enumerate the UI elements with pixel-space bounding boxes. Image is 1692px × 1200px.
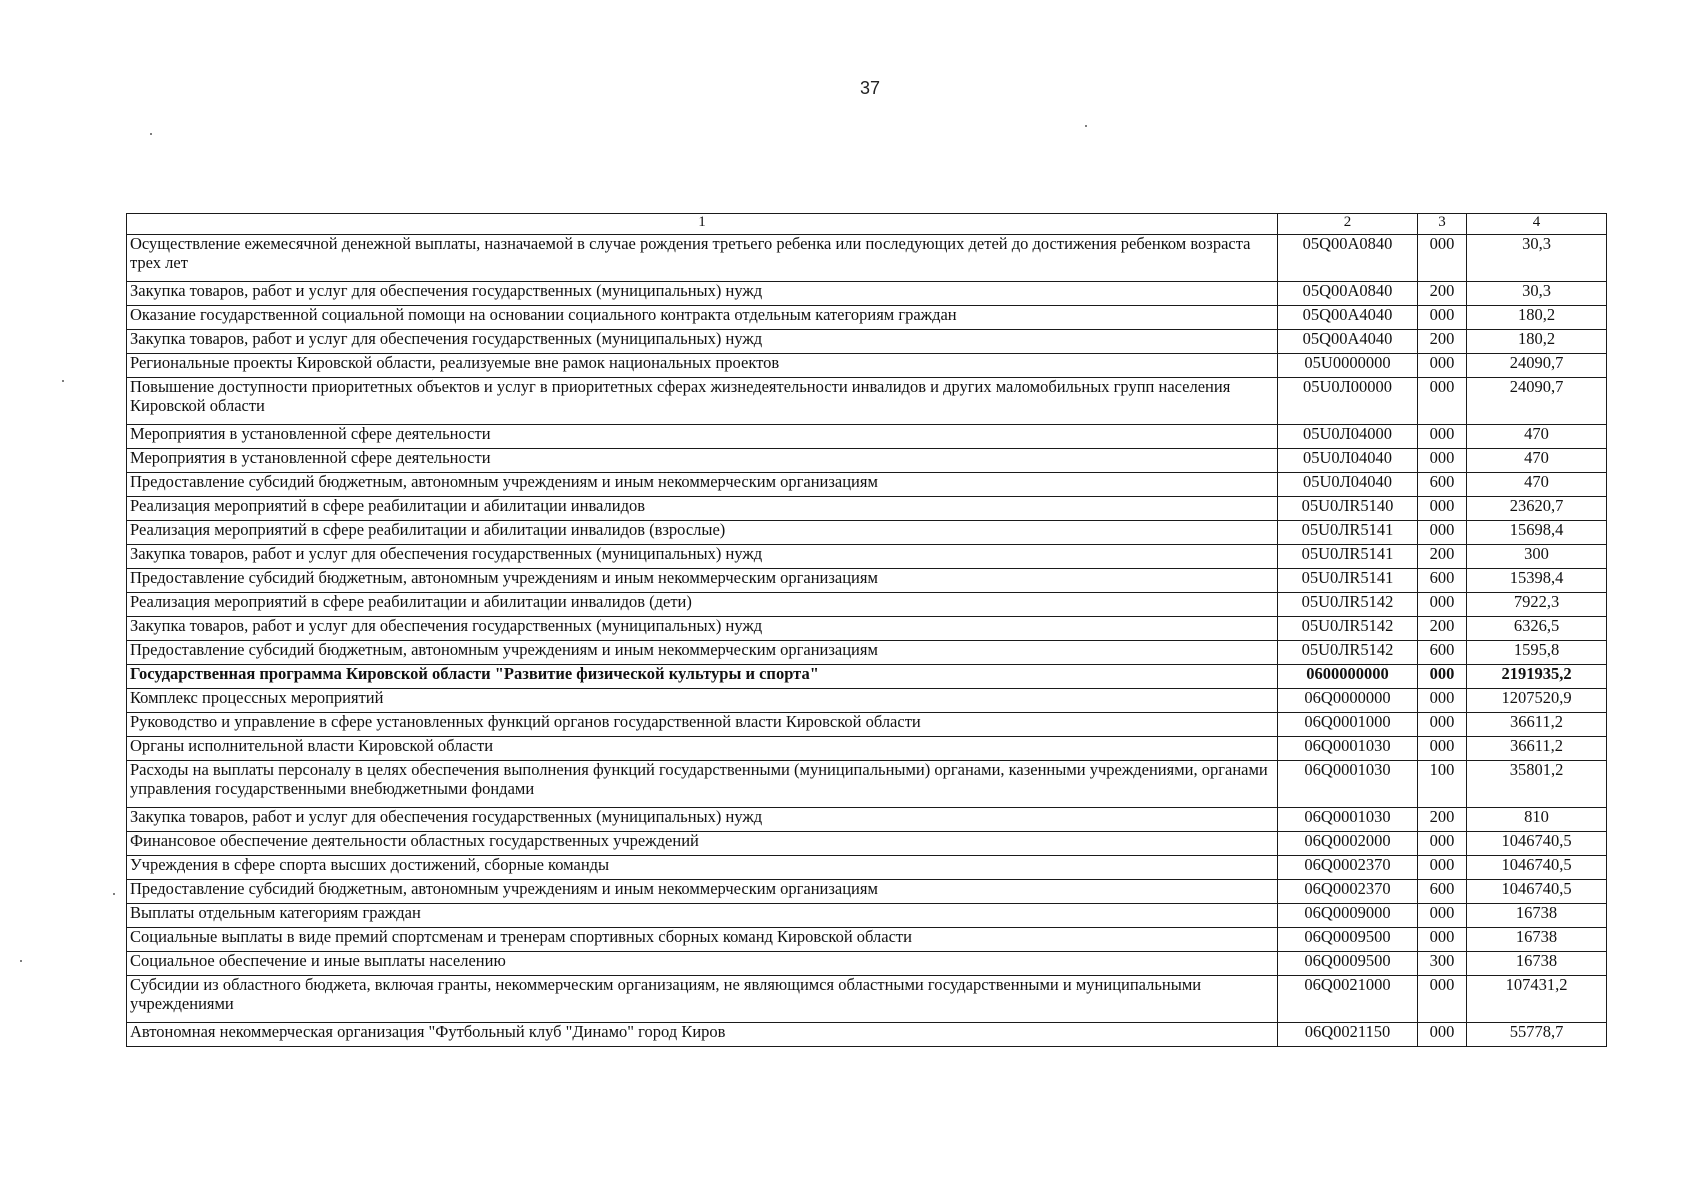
- row-name: Автономная некоммерческая организация "Футбольный клуб "Динамо" город Киров: [127, 1023, 1278, 1047]
- column-header-name: 1: [127, 214, 1278, 235]
- row-name: Реализация мероприятий в сфере реабилитации и абилитации инвалидов (дети): [127, 593, 1278, 617]
- row-amount: 24090,7: [1467, 378, 1607, 425]
- row-name: Расходы на выплаты персоналу в целях обеспечения выполнения функций государственными (муниципальными) органами, казенными учреждениями, органами управления государственными внебюджетными фондами: [127, 761, 1278, 808]
- row-amount: 24090,7: [1467, 354, 1607, 378]
- row-name: Государственная программа Кировской области "Развитие физической культуры и спорта": [127, 665, 1278, 689]
- table-row: [127, 593, 1607, 617]
- header-row: [127, 214, 1607, 235]
- row-amount: 35801,2: [1467, 761, 1607, 808]
- row-code: 06Q0009500: [1278, 952, 1418, 976]
- row-name: Руководство и управление в сфере установленных функций органов государственной власти Кировской области: [127, 713, 1278, 737]
- row-expense-type: 000: [1418, 354, 1467, 378]
- row-name: Комплекс процессных мероприятий: [127, 689, 1278, 713]
- row-expense-type: 000: [1418, 904, 1467, 928]
- row-amount: 2191935,2: [1467, 665, 1607, 689]
- row-expense-type: 600: [1418, 880, 1467, 904]
- row-amount: 6326,5: [1467, 617, 1607, 641]
- row-expense-type: 000: [1418, 737, 1467, 761]
- row-expense-type: 000: [1418, 593, 1467, 617]
- row-amount: 15698,4: [1467, 521, 1607, 545]
- row-amount: 1046740,5: [1467, 856, 1607, 880]
- row-code: 06Q0002370: [1278, 856, 1418, 880]
- row-code: 06Q0021000: [1278, 976, 1418, 1023]
- row-name: Реализация мероприятий в сфере реабилитации и абилитации инвалидов: [127, 497, 1278, 521]
- table-row: [127, 832, 1607, 856]
- scan-speck: [20, 960, 22, 962]
- table-row: [127, 856, 1607, 880]
- row-amount: 1595,8: [1467, 641, 1607, 665]
- row-code: 05U0ЛR5142: [1278, 617, 1418, 641]
- table-body: [127, 235, 1607, 1047]
- scan-speck: [62, 380, 64, 382]
- row-code: 06Q0000000: [1278, 689, 1418, 713]
- row-code: 05U0ЛR5141: [1278, 545, 1418, 569]
- row-expense-type: 000: [1418, 689, 1467, 713]
- table-row: [127, 235, 1607, 282]
- scan-speck: [113, 893, 115, 895]
- table-row: [127, 282, 1607, 306]
- row-amount: 470: [1467, 473, 1607, 497]
- row-code: 05U0Л00000: [1278, 378, 1418, 425]
- row-expense-type: 000: [1418, 856, 1467, 880]
- scan-speck: [1085, 125, 1087, 127]
- row-expense-type: 000: [1418, 976, 1467, 1023]
- row-code: 05Q00A4040: [1278, 330, 1418, 354]
- row-amount: 16738: [1467, 904, 1607, 928]
- table-row: [127, 761, 1607, 808]
- row-code: 06Q0001030: [1278, 761, 1418, 808]
- row-name: Закупка товаров, работ и услуг для обеспечения государственных (муниципальных) нужд: [127, 282, 1278, 306]
- row-code: 06Q0002370: [1278, 880, 1418, 904]
- row-name: Закупка товаров, работ и услуг для обеспечения государственных (муниципальных) нужд: [127, 617, 1278, 641]
- row-expense-type: 000: [1418, 713, 1467, 737]
- row-code: 05U0ЛR5141: [1278, 521, 1418, 545]
- row-name: Финансовое обеспечение деятельности областных государственных учреждений: [127, 832, 1278, 856]
- row-code: 05U0000000: [1278, 354, 1418, 378]
- table-row: [127, 665, 1607, 689]
- table-row: [127, 880, 1607, 904]
- row-code: 06Q0009000: [1278, 904, 1418, 928]
- table-row: [127, 545, 1607, 569]
- row-expense-type: 000: [1418, 235, 1467, 282]
- row-name: Закупка товаров, работ и услуг для обеспечения государственных (муниципальных) нужд: [127, 330, 1278, 354]
- table-row: [127, 641, 1607, 665]
- row-name: Предоставление субсидий бюджетным, автономным учреждениям и иным некоммерческим организациям: [127, 880, 1278, 904]
- row-code: 06Q0021150: [1278, 1023, 1418, 1047]
- row-amount: 30,3: [1467, 235, 1607, 282]
- row-name: Региональные проекты Кировской области, реализуемые вне рамок национальных проектов: [127, 354, 1278, 378]
- table-row: [127, 425, 1607, 449]
- row-name: Закупка товаров, работ и услуг для обеспечения государственных (муниципальных) нужд: [127, 808, 1278, 832]
- table-row: [127, 737, 1607, 761]
- row-amount: 30,3: [1467, 282, 1607, 306]
- row-name: Социальные выплаты в виде премий спортсменам и тренерам спортивных сборных команд Кировской области: [127, 928, 1278, 952]
- row-amount: 470: [1467, 449, 1607, 473]
- row-code: 05U0ЛR5141: [1278, 569, 1418, 593]
- table-row: [127, 713, 1607, 737]
- row-code: 05Q00A4040: [1278, 306, 1418, 330]
- row-name: Социальное обеспечение и иные выплаты населению: [127, 952, 1278, 976]
- row-expense-type: 200: [1418, 808, 1467, 832]
- row-name: Субсидии из областного бюджета, включая гранты, некоммерческим организациям, не являющимся областными государственными и муниципальными учреждениями: [127, 976, 1278, 1023]
- table-row: [127, 354, 1607, 378]
- row-code: 0600000000: [1278, 665, 1418, 689]
- row-name: Выплаты отдельным категориям граждан: [127, 904, 1278, 928]
- row-code: 05U0ЛR5140: [1278, 497, 1418, 521]
- row-amount: 16738: [1467, 952, 1607, 976]
- row-code: 06Q0001000: [1278, 713, 1418, 737]
- row-amount: 180,2: [1467, 330, 1607, 354]
- row-expense-type: 200: [1418, 282, 1467, 306]
- row-expense-type: 600: [1418, 473, 1467, 497]
- budget-table: [126, 213, 1607, 1047]
- row-amount: 16738: [1467, 928, 1607, 952]
- row-name: Осуществление ежемесячной денежной выплаты, назначаемой в случае рождения третьего ребенка или последующих детей до достижения ребенком возраста трех лет: [127, 235, 1278, 282]
- row-name: Мероприятия в установленной сфере деятельности: [127, 425, 1278, 449]
- table-row: [127, 497, 1607, 521]
- table-row: [127, 449, 1607, 473]
- row-amount: 1046740,5: [1467, 832, 1607, 856]
- row-amount: 470: [1467, 425, 1607, 449]
- row-expense-type: 000: [1418, 665, 1467, 689]
- row-expense-type: 200: [1418, 330, 1467, 354]
- column-header-type: 3: [1418, 214, 1467, 235]
- table-row: [127, 473, 1607, 497]
- row-expense-type: 000: [1418, 497, 1467, 521]
- row-name: Повышение доступности приоритетных объектов и услуг в приоритетных сферах жизнедеятельности инвалидов и других маломобильных групп населения Кировской области: [127, 378, 1278, 425]
- row-expense-type: 100: [1418, 761, 1467, 808]
- row-name: Предоставление субсидий бюджетным, автономным учреждениям и иным некоммерческим организациям: [127, 473, 1278, 497]
- column-header-sum: 4: [1467, 214, 1607, 235]
- column-header-code: 2: [1278, 214, 1418, 235]
- row-code: 05U0ЛR5142: [1278, 641, 1418, 665]
- table-row: [127, 306, 1607, 330]
- table-row: [127, 569, 1607, 593]
- row-amount: 23620,7: [1467, 497, 1607, 521]
- table-row: [127, 617, 1607, 641]
- table-row: [127, 976, 1607, 1023]
- page-number: 37: [859, 78, 881, 98]
- table-row: [127, 1023, 1607, 1047]
- row-name: Предоставление субсидий бюджетным, автономным учреждениям и иным некоммерческим организациям: [127, 569, 1278, 593]
- row-code: 05Q00A0840: [1278, 282, 1418, 306]
- row-name: Мероприятия в установленной сфере деятельности: [127, 449, 1278, 473]
- row-expense-type: 200: [1418, 545, 1467, 569]
- row-amount: 300: [1467, 545, 1607, 569]
- row-code: 05U0Л04040: [1278, 449, 1418, 473]
- table-row: [127, 330, 1607, 354]
- row-amount: 107431,2: [1467, 976, 1607, 1023]
- table-row: [127, 904, 1607, 928]
- table-row: [127, 378, 1607, 425]
- table-row: [127, 928, 1607, 952]
- row-code: 06Q0001030: [1278, 808, 1418, 832]
- row-expense-type: 000: [1418, 425, 1467, 449]
- row-expense-type: 000: [1418, 832, 1467, 856]
- row-expense-type: 000: [1418, 449, 1467, 473]
- row-expense-type: 600: [1418, 641, 1467, 665]
- row-name: Органы исполнительной власти Кировской области: [127, 737, 1278, 761]
- row-amount: 36611,2: [1467, 737, 1607, 761]
- row-amount: 7922,3: [1467, 593, 1607, 617]
- row-expense-type: 000: [1418, 1023, 1467, 1047]
- row-amount: 1207520,9: [1467, 689, 1607, 713]
- row-amount: 36611,2: [1467, 713, 1607, 737]
- row-code: 06Q0001030: [1278, 737, 1418, 761]
- row-amount: 810: [1467, 808, 1607, 832]
- row-amount: 180,2: [1467, 306, 1607, 330]
- table-row: [127, 521, 1607, 545]
- row-name: Учреждения в сфере спорта высших достижений, сборные команды: [127, 856, 1278, 880]
- row-expense-type: 200: [1418, 617, 1467, 641]
- row-name: Оказание государственной социальной помощи на основании социального контракта отдельным категориям граждан: [127, 306, 1278, 330]
- row-code: 05U0Л04000: [1278, 425, 1418, 449]
- table-row: [127, 952, 1607, 976]
- row-amount: 55778,7: [1467, 1023, 1607, 1047]
- row-expense-type: 000: [1418, 306, 1467, 330]
- table-row: [127, 808, 1607, 832]
- row-name: Реализация мероприятий в сфере реабилитации и абилитации инвалидов (взрослые): [127, 521, 1278, 545]
- row-code: 06Q0009500: [1278, 928, 1418, 952]
- row-name: Закупка товаров, работ и услуг для обеспечения государственных (муниципальных) нужд: [127, 545, 1278, 569]
- table-row: [127, 689, 1607, 713]
- row-code: 05U0ЛR5142: [1278, 593, 1418, 617]
- row-code: 05U0Л04040: [1278, 473, 1418, 497]
- row-expense-type: 000: [1418, 521, 1467, 545]
- row-code: 06Q0002000: [1278, 832, 1418, 856]
- row-expense-type: 600: [1418, 569, 1467, 593]
- row-expense-type: 300: [1418, 952, 1467, 976]
- row-name: Предоставление субсидий бюджетным, автономным учреждениям и иным некоммерческим организациям: [127, 641, 1278, 665]
- row-expense-type: 000: [1418, 928, 1467, 952]
- scan-speck: [150, 133, 152, 135]
- row-code: 05Q00A0840: [1278, 235, 1418, 282]
- row-amount: 15398,4: [1467, 569, 1607, 593]
- row-amount: 1046740,5: [1467, 880, 1607, 904]
- row-expense-type: 000: [1418, 378, 1467, 425]
